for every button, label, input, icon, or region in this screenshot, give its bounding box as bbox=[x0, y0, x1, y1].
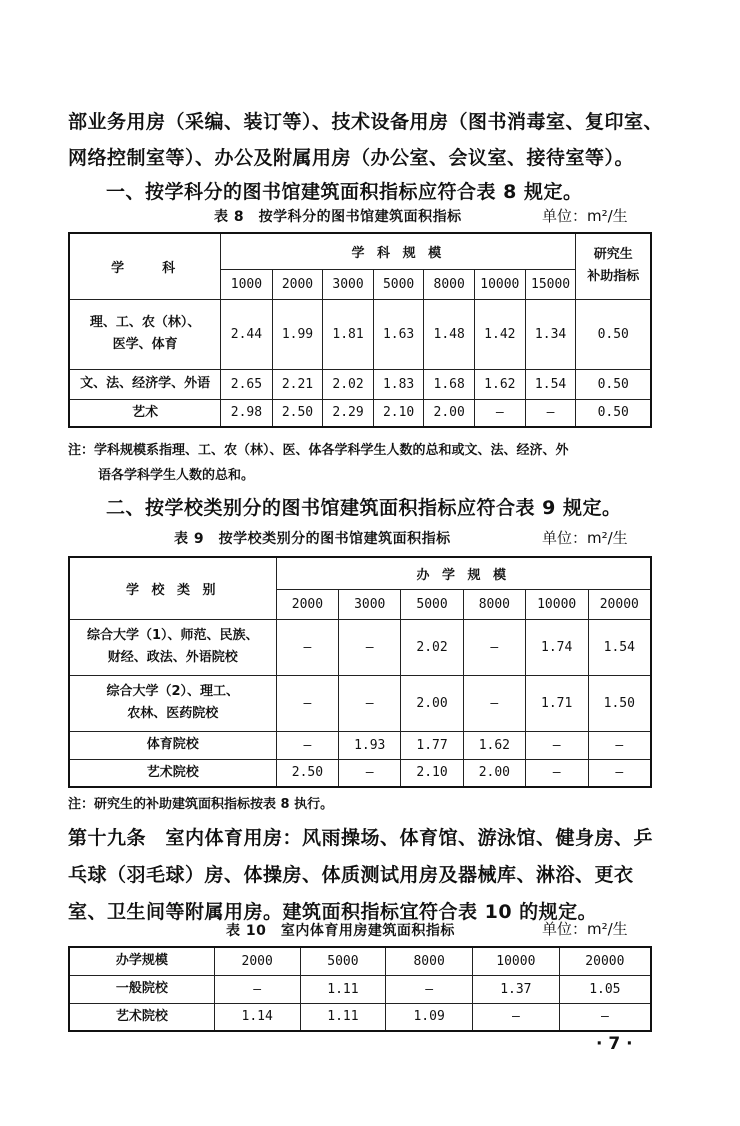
table-cell: — bbox=[386, 975, 473, 1003]
table-cell: — bbox=[588, 731, 651, 759]
table-cell: 1.77 bbox=[401, 731, 464, 759]
table-cell: 1.11 bbox=[300, 1003, 386, 1031]
table-row bbox=[69, 399, 651, 427]
table9-scale-cell: 3000 bbox=[339, 589, 401, 619]
row-label bbox=[69, 675, 276, 731]
table8-scale-cell: 2000 bbox=[272, 269, 323, 299]
table-cell: 1.54 bbox=[588, 619, 651, 675]
table9-header-scale: 办 学 规 模 bbox=[276, 557, 651, 589]
table-row bbox=[69, 369, 651, 399]
table-cell: — bbox=[214, 975, 300, 1003]
table-cell: — bbox=[339, 759, 401, 787]
table10-scale-cell: 20000 bbox=[559, 947, 651, 975]
article-number: 第十九条 bbox=[68, 827, 147, 849]
row-label-line: 理、工、农（林）、 bbox=[89, 315, 201, 330]
table8-scale-cell: 1000 bbox=[221, 269, 273, 299]
table9 bbox=[68, 556, 652, 788]
table-cell: — bbox=[588, 759, 651, 787]
table-cell: 1.09 bbox=[386, 1003, 473, 1031]
row-label-line: 财经、政法、外语院校 bbox=[107, 650, 238, 665]
header-line: 补助指标 bbox=[587, 269, 640, 285]
article-text: 室内体育用房：风雨操场、体育馆、游泳馆、健身房、乒乓球（羽毛球）房、体操房、体质测试用房及器械库、淋浴、更衣室、卫生间等附属用房。建筑面积指标宜符合表 10 的规定。 bbox=[68, 827, 654, 923]
row-label-line: 综合大学（2）、理工、 bbox=[106, 684, 240, 699]
table10-scale-cell: 10000 bbox=[472, 947, 559, 975]
table-cell: 1.48 bbox=[424, 299, 475, 369]
table-cell: 2.00 bbox=[401, 675, 464, 731]
table-cell: 1.62 bbox=[474, 369, 525, 399]
table-cell: — bbox=[559, 1003, 651, 1031]
table10-caption: 表 10 室内体育用房建筑面积指标 bbox=[226, 923, 455, 939]
note-line: 注：学科规模系指理、工、农（林）、医、体各学科学生人数的总和或文、法、经济、外 bbox=[68, 443, 569, 458]
paragraph-line: 部业务用房（采编、装订等）、技术设备用房（图书消毒室、复印室、 bbox=[68, 111, 664, 133]
table-row bbox=[69, 299, 651, 369]
note-line: 语各学科学生人数的总和。 bbox=[98, 468, 255, 483]
table8-scale-cell: 10000 bbox=[474, 269, 525, 299]
row-label: 体育院校 bbox=[69, 731, 276, 759]
header-line: 研究生 bbox=[593, 247, 633, 263]
table10-unit: 单位：m²/生 bbox=[542, 920, 628, 938]
table-cell: 1.14 bbox=[214, 1003, 300, 1031]
table-cell: — bbox=[276, 731, 339, 759]
table8-header-subject: 学 科 bbox=[69, 233, 221, 299]
table8-header-scale: 学 科 规 模 bbox=[221, 233, 576, 269]
table-cell: — bbox=[474, 399, 525, 427]
table-cell: 2.10 bbox=[373, 399, 424, 427]
table8 bbox=[68, 232, 652, 428]
row-label bbox=[69, 299, 221, 369]
row-label: 文、法、经济学、外语 bbox=[69, 369, 221, 399]
table-cell: — bbox=[339, 675, 401, 731]
table-cell: 0.50 bbox=[576, 399, 651, 427]
table-row bbox=[69, 731, 651, 759]
table-cell: 2.50 bbox=[272, 399, 323, 427]
table9-scale-cell: 5000 bbox=[401, 589, 464, 619]
table-cell: 2.02 bbox=[323, 369, 374, 399]
paragraph-continued bbox=[68, 104, 668, 176]
table-row bbox=[69, 675, 651, 731]
table-cell: 2.10 bbox=[401, 759, 464, 787]
table9-scale-cell: 8000 bbox=[463, 589, 525, 619]
table-cell: 1.05 bbox=[559, 975, 651, 1003]
table-cell: 2.21 bbox=[272, 369, 323, 399]
table-cell: 2.65 bbox=[221, 369, 273, 399]
table-row bbox=[69, 619, 651, 675]
table-cell: — bbox=[525, 759, 588, 787]
table-cell: 1.71 bbox=[525, 675, 588, 731]
table-cell: 1.93 bbox=[339, 731, 401, 759]
table-cell: 2.00 bbox=[463, 759, 525, 787]
paragraph-line: 网络控制室等）、办公及附属用房（办公室、会议室、接待室等）。 bbox=[68, 147, 635, 169]
table-cell: 1.11 bbox=[300, 975, 386, 1003]
table-cell: 0.50 bbox=[576, 369, 651, 399]
table8-header-grad bbox=[576, 233, 651, 299]
table-cell: 1.74 bbox=[525, 619, 588, 675]
table-cell: 1.83 bbox=[373, 369, 424, 399]
table9-caption: 表 9 按学校类别分的图书馆建筑面积指标 bbox=[174, 531, 451, 547]
table8-scale-cell: 3000 bbox=[323, 269, 374, 299]
table-cell: 2.02 bbox=[401, 619, 464, 675]
table9-note: 注：研究生的补助建筑面积指标按表 8 执行。 bbox=[68, 797, 334, 812]
table8-scale-cell: 5000 bbox=[373, 269, 424, 299]
table-cell: 1.54 bbox=[525, 369, 576, 399]
table-cell: 2.44 bbox=[221, 299, 273, 369]
table-cell: 1.37 bbox=[472, 975, 559, 1003]
row-label-line: 医学、体育 bbox=[112, 337, 178, 352]
table10-scale-cell: 2000 bbox=[214, 947, 300, 975]
row-label: 艺术院校 bbox=[69, 759, 276, 787]
table8-caption: 表 8 按学科分的图书馆建筑面积指标 bbox=[214, 209, 462, 225]
table8-unit: 单位：m²/生 bbox=[542, 207, 628, 225]
table-cell: — bbox=[463, 619, 525, 675]
table8-scale-cell: 8000 bbox=[424, 269, 475, 299]
table-cell: — bbox=[276, 675, 339, 731]
row-label-line: 农林、医药院校 bbox=[127, 706, 219, 721]
table-cell: — bbox=[525, 731, 588, 759]
row-label: 艺术院校 bbox=[69, 1003, 214, 1031]
table-cell: 1.68 bbox=[424, 369, 475, 399]
table9-header-type: 学 校 类 别 bbox=[69, 557, 276, 619]
table8-note bbox=[68, 438, 668, 488]
table9-unit: 单位：m²/生 bbox=[542, 529, 628, 547]
table-cell: 1.99 bbox=[272, 299, 323, 369]
table10-header: 办学规模 bbox=[69, 947, 214, 975]
table-row bbox=[69, 759, 651, 787]
table-cell: — bbox=[472, 1003, 559, 1031]
table-row bbox=[69, 975, 651, 1003]
table-cell: 1.63 bbox=[373, 299, 424, 369]
table-cell: — bbox=[463, 675, 525, 731]
clause-one: 一、按学科分的图书馆建筑面积指标应符合表 8 规定。 bbox=[106, 181, 583, 203]
table9-scale-cell: 10000 bbox=[525, 589, 588, 619]
table-cell: 2.29 bbox=[323, 399, 374, 427]
table10-scale-cell: 5000 bbox=[300, 947, 386, 975]
article-nineteen bbox=[68, 820, 668, 931]
page-number: · 7 · bbox=[596, 1034, 633, 1054]
table-cell: 2.00 bbox=[424, 399, 475, 427]
table-cell: 1.50 bbox=[588, 675, 651, 731]
row-label bbox=[69, 619, 276, 675]
table9-scale-cell: 2000 bbox=[276, 589, 339, 619]
table-cell: 1.81 bbox=[323, 299, 374, 369]
table-cell: 2.98 bbox=[221, 399, 273, 427]
row-label: 艺术 bbox=[69, 399, 221, 427]
table8-scale-cell: 15000 bbox=[525, 269, 576, 299]
table10-scale-cell: 8000 bbox=[386, 947, 473, 975]
table-cell: — bbox=[525, 399, 576, 427]
clause-two: 二、按学校类别分的图书馆建筑面积指标应符合表 9 规定。 bbox=[106, 497, 622, 519]
table-cell: — bbox=[276, 619, 339, 675]
row-label: 一般院校 bbox=[69, 975, 214, 1003]
table-cell: 2.50 bbox=[276, 759, 339, 787]
table-cell: 1.62 bbox=[463, 731, 525, 759]
table10 bbox=[68, 946, 652, 1032]
table-row bbox=[69, 1003, 651, 1031]
table-cell: — bbox=[339, 619, 401, 675]
table-cell: 0.50 bbox=[576, 299, 651, 369]
table9-scale-cell: 20000 bbox=[588, 589, 651, 619]
table-cell: 1.34 bbox=[525, 299, 576, 369]
row-label-line: 综合大学（1）、师范、民族、 bbox=[86, 628, 259, 643]
table-cell: 1.42 bbox=[474, 299, 525, 369]
